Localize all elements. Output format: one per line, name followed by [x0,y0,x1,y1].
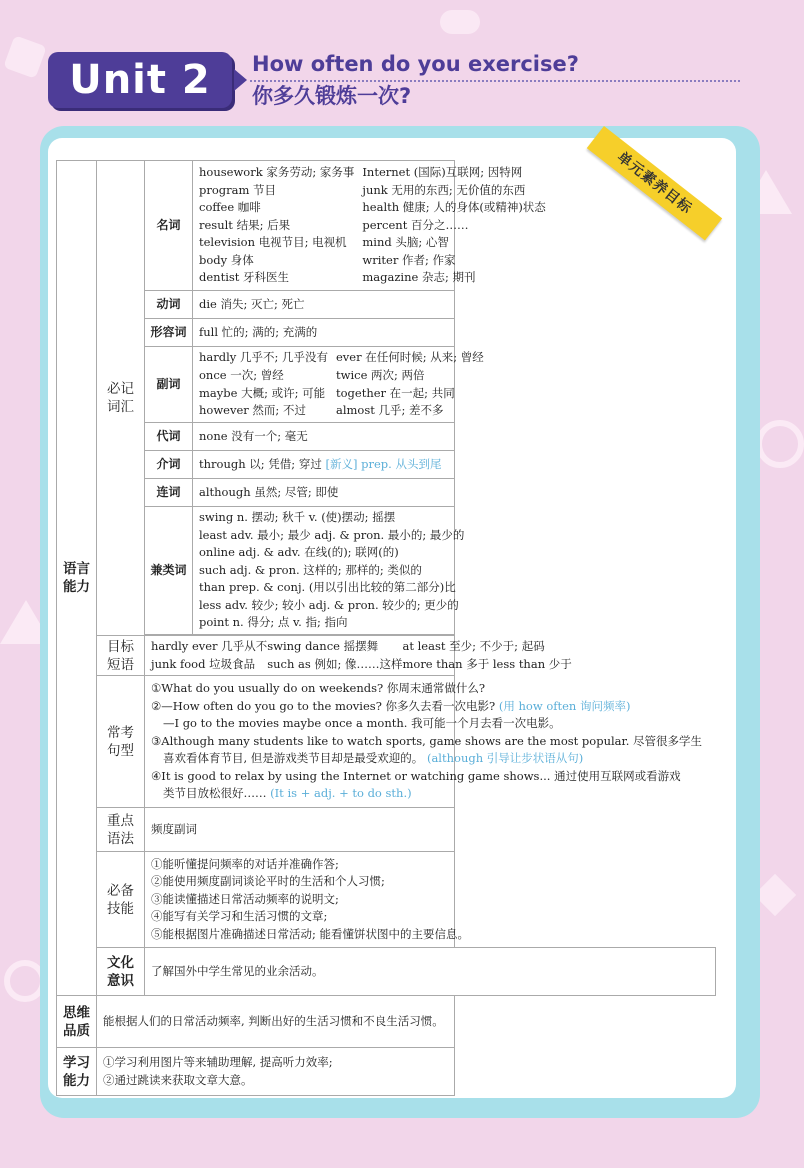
vocab-item: housework 家务劳动; 家务事 [199,164,355,179]
category-sentences: 常考 句型 [97,676,145,808]
vocab-item: online adj. & adv. 在线(的); 联网(的) [199,545,399,560]
vocab-item: hardly 几乎不; 几乎没有 [199,350,328,365]
phrase-item: such as 例如; 像……这样 [267,656,403,671]
sentence-note: (用 how often 询问频率) [498,698,631,713]
label-verb: 动词 [145,291,193,319]
phrase-item: at least 至少; 不少于; 起码 [402,638,545,653]
vocab-item: dentist 牙科医生 [199,270,290,285]
multi-cell [193,507,465,635]
phrase-item: more than 多于 less than 少于 [402,656,572,671]
vocab-item: television 电视节目; 电视机 [199,235,347,250]
sentence-item: ③Although many students like to watch sports, game shows are the most popular. 尽管很多学生 [151,733,703,748]
vocab-item: program 节目 [199,182,277,197]
vocab-item: ever 在任何时候; 从来; 曾经 [335,350,484,365]
skill-item: ⑤能根据图片准确描述日常活动; 能看懂饼状图中的主要信息。 [151,926,470,941]
label-pron: 代词 [145,423,193,451]
phrase-item: junk food 垃圾食品 [151,656,256,671]
bg-shape [754,874,796,916]
goals-table [56,160,716,1096]
grammar-text: 频度副词 [145,808,455,852]
vocab-item: such adj. & pron. 这样的; 那样的; 类似的 [199,562,422,577]
sentence-item: ④It is good to relax by using the Internet or watching game shows... 通过使用互联网或看游戏 [151,768,681,783]
label-adj: 形容词 [145,319,193,347]
bg-shape [440,10,480,34]
bg-ring [756,420,804,468]
sentence-item: 类节目放松很好…… (It is + adj. + to do sth.) [163,786,412,801]
sentence-item: —I go to the movies maybe once a month. 我可能一个月去看一次电影。 [163,716,561,731]
vocab-item: point n. 得分; 点 v. 指; 指向 [199,615,348,630]
vocab-item: mind 头脑; 心智 [362,235,449,250]
vocab-item: twice 两次; 两倍 [335,367,425,382]
category-learning: 学习 能力 [57,1048,97,1096]
sentence-note: (It is + adj. + to do sth.) [270,786,412,801]
vocab-item: full 忙的; 满的; 充满的 [193,319,455,347]
label-prep: 介词 [145,451,193,479]
vocab-item: magazine 杂志; 期刊 [362,270,476,285]
vocab-item: writer 作者; 作家 [362,252,456,267]
skill-item: ③能读懂描述日常活动频率的说明文; [151,891,339,906]
prep-cell [193,451,455,479]
thinking-text: 能根据人们的日常活动频率, 判断出好的生活习惯和不良生活习惯。 [97,996,455,1048]
adv-cell [193,347,484,423]
unit-badge [48,52,232,108]
label-noun: 名词 [145,161,193,291]
vocab-item: Internet (国际)互联网; 因特网 [362,164,523,179]
category-language: 语言 能力 [57,161,97,996]
vocab-item: none 没有一个; 毫无 [193,423,455,451]
category-grammar: 重点 语法 [97,808,145,852]
unit-label: Unit 2 [69,57,211,103]
vocab-item: less adv. 较少; 较小 adj. & pron. 较少的; 更少的 [199,597,459,612]
label-multi: 兼类词 [145,507,193,635]
vocab-item: health 健康; 人的身体(或精神)状态 [362,200,546,215]
vocab-item: through 以; 凭借; 穿过 [199,456,322,471]
sentences-cell [145,676,703,808]
noun-cell [193,161,546,291]
vocab-item: almost 几乎; 差不多 [335,403,444,418]
vocab-item: than prep. & conj. (用以引出比较的第二部分)比 [199,580,456,595]
bg-shape [3,35,47,79]
vocab-item: junk 无用的东西; 无价值的东西 [362,182,526,197]
category-culture: 文化 意识 [97,948,145,996]
vocab-item: together 在一起; 共同 [335,385,455,400]
category-phrases: 目标 短语 [97,636,145,676]
unit-arrow-icon [234,69,247,91]
category-thinking: 思维 品质 [57,996,97,1048]
category-vocab: 必记 词汇 [97,161,145,636]
vocab-item: percent 百分之…… [362,217,469,232]
new-meaning-note: [新义] prep. 从头到尾 [325,456,442,471]
title-english: How often do you exercise? [252,52,579,76]
sentence-note: (although 引导让步状语从句) [426,751,584,766]
vocab-item: once 一次; 曾经 [199,367,284,382]
learning-item: ②通过跳读来获取文章大意。 [103,1072,253,1087]
vocab-item: body 身体 [199,252,254,267]
learning-cell [97,1048,455,1096]
vocab-item: least adv. 最小; 最少 adj. & pron. 最小的; 最少的 [199,527,465,542]
vocab-item: result 结果; 后果 [199,217,291,232]
sentence-item: ②—How often do you go to the movies? 你多久去看一次电影? (用 how often 询问频率) [151,698,631,713]
skill-item: ④能写有关学习和生活习惯的文章; [151,909,328,924]
label-adv: 副词 [145,347,193,423]
skill-item: ①能听懂提问频率的对话并准确作答; [151,856,339,871]
sentence-item: ①What do you usually do on weekends? 你周末通常做什么? [151,681,485,696]
skills-cell [145,852,470,948]
phrase-item: hardly ever 几乎从不 [151,638,268,653]
learning-item: ①学习利用图片等来辅助理解, 提高听力效率; [103,1054,333,1069]
phrase-item: swing dance 摇摆舞 [267,638,379,653]
culture-text: 了解国外中学生常见的业余活动。 [145,948,716,996]
phrases-cell [145,636,572,676]
vocab-item: maybe 大概; 或许; 可能 [199,385,326,400]
corner-ribbon: 单元素养目标 [587,126,722,240]
title-chinese: 你多久锻炼一次? [252,84,412,108]
skill-item: ②能使用频度副词谈论平时的生活和个人习惯; [151,874,385,889]
sentence-item: 喜欢看体育节目, 但是游戏类节目却是最受欢迎的。 (although 引导让步状语从句) [163,751,584,766]
vocab-item: swing n. 摆动; 秋千 v. (使)摆动; 摇摆 [199,509,396,524]
label-conj: 连词 [145,479,193,507]
vocab-item: although 虽然; 尽管; 即使 [193,479,455,507]
category-skills: 必备 技能 [97,852,145,948]
vocab-item: die 消失; 灭亡; 死亡 [193,291,455,319]
vocab-item: however 然而; 不过 [199,403,306,418]
vocab-item: coffee 咖啡 [199,200,261,215]
